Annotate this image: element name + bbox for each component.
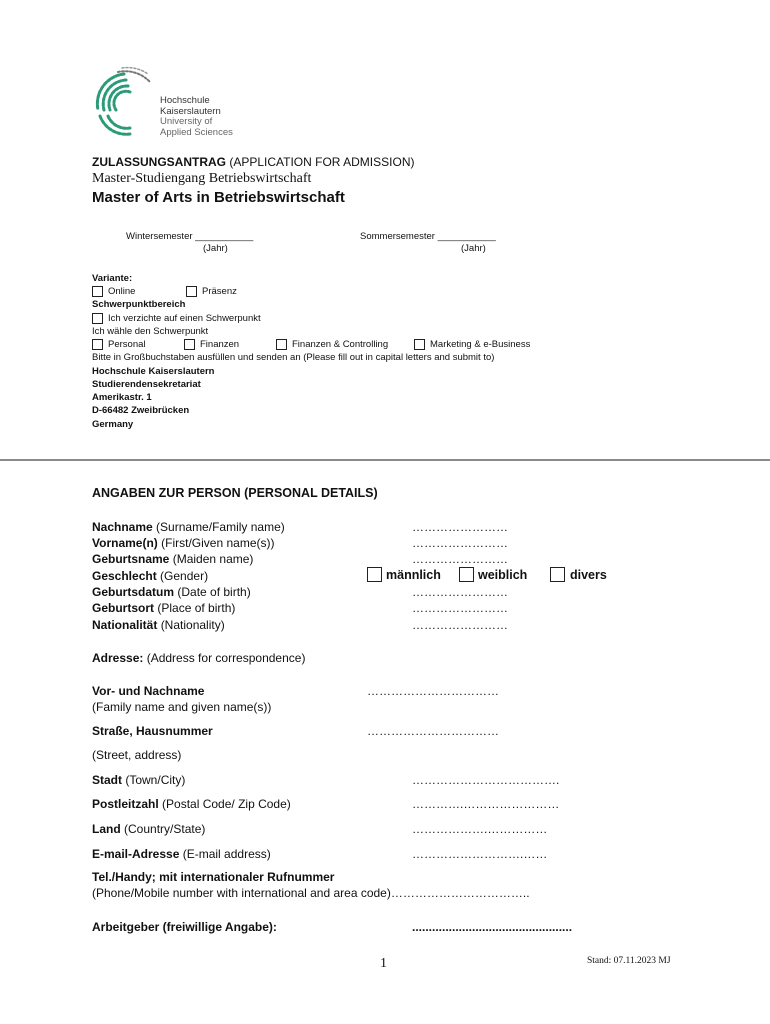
stand-date: Stand: 07.11.2023 MJ [587,956,671,966]
surname-row [92,520,285,534]
firstname-row [92,536,274,550]
employer-label: Arbeitgeber (freiwillige Angabe): [92,920,277,934]
fullname-label: Vor- und Nachname [92,684,205,698]
zip-label: Postleitzahl [92,797,159,811]
sommersemester-label: Sommersemester [360,231,435,242]
wintersemester-label: Wintersemester [126,231,193,242]
surname-label: Nachname [92,520,153,534]
winter-year-note: (Jahr) [203,243,228,254]
wintersemester-value[interactable]: ___________ [195,231,254,242]
variant-heading: Variante: [92,273,133,284]
country-row [92,822,205,836]
country-input[interactable]: ……………….…………… [412,822,548,836]
focus-marketing-label: Marketing & e-Business [430,339,531,350]
firstname-label: Vorname(n) [92,536,158,550]
gender-male-label: männlich [386,568,441,582]
gender-label: Geschlecht [92,569,157,583]
city-row [92,773,185,787]
gender-male-checkbox[interactable] [367,567,382,582]
address-heading [92,651,305,665]
zip-row [92,797,291,811]
praesenz-label: Präsenz [202,286,237,297]
birthplace-label: Geburtsort [92,601,155,615]
logo-line-3: University of [160,116,213,127]
personal-details-heading: ANGABEN ZUR PERSON (PERSONAL DETAILS) [92,486,378,500]
maidenname-label: Geburtsname [92,552,170,566]
gender-diverse-checkbox[interactable] [550,567,565,582]
no-focus-label: Ich verzichte auf einen Schwerpunkt [108,313,261,324]
submit-address-line: D-66482 Zweibrücken [92,405,190,416]
submit-instruction: Bitte in Großbuchstaben ausfüllen und senden an (Please fill out in capital letters and submit to) [92,352,495,363]
praesenz-checkbox[interactable] [186,286,197,297]
wintersemester-field[interactable] [126,231,253,242]
city-input[interactable]: ………………………………. [412,773,560,787]
birthplace-input[interactable]: …………………… [412,601,508,615]
nationality-input[interactable]: …………………… [412,618,508,632]
country-label: Land [92,822,121,836]
focus-heading: Schwerpunktbereich [92,299,186,310]
section-divider [0,459,770,461]
phone-label: Tel./Handy; mit internationaler Rufnummer [92,870,335,884]
choose-focus-text: Ich wähle den Schwerpunkt [92,326,209,337]
phone-hint: (Phone/Mobile number with international and area code) [92,886,391,900]
birthplace-row [92,601,235,615]
zip-hint: (Postal Code/ Zip Code) [162,797,291,811]
summer-year-note: (Jahr) [461,243,486,254]
submit-address-line: Studierendensekretariat [92,379,201,390]
online-checkbox[interactable] [92,286,103,297]
birthdate-hint: (Date of birth) [177,585,251,599]
gender-female-label: weiblich [478,568,528,582]
maidenname-row [92,552,253,566]
submit-address-line: Hochschule Kaiserslautern [92,366,215,377]
maidenname-hint: (Maiden name) [172,552,254,566]
gender-hint: (Gender) [160,569,209,583]
email-label: E-mail-Adresse [92,847,180,861]
program-subtitle: Master-Studiengang Betriebswirtschaft [92,171,312,186]
focus-finanzen-checkbox[interactable] [184,339,195,350]
nationality-hint: (Nationality) [160,618,225,632]
gender-diverse-label: divers [570,568,607,582]
form-title-bold: ZULASSUNGSANTRAG [92,155,226,169]
address-heading-rest: (Address for correspondence) [146,651,306,665]
focus-finanzen-label: Finanzen [200,339,240,350]
no-focus-checkbox[interactable] [92,313,103,324]
street-label: Straße, Hausnummer [92,724,213,738]
birthdate-input[interactable]: …………………… [412,585,508,599]
focus-controlling-label: Finanzen & Controlling [292,339,389,350]
university-logo [90,66,240,138]
email-hint: (E-mail address) [182,847,271,861]
online-label: Online [108,286,136,297]
logo-mark-icon [90,66,158,138]
form-title-rest: (APPLICATION FOR ADMISSION) [229,155,415,169]
birthplace-hint: (Place of birth) [157,601,236,615]
city-label: Stadt [92,773,122,787]
surname-input[interactable]: …………………… [412,520,508,534]
email-row [92,847,271,861]
phone-row [92,886,530,900]
sommersemester-value[interactable]: ___________ [437,231,496,242]
gender-row [92,569,208,583]
birthdate-label: Geburtsdatum [92,585,175,599]
address-heading-bold: Adresse: [92,651,144,665]
birthdate-row [92,585,251,599]
city-hint: (Town/City) [125,773,186,787]
logo-line-4: Applied Sciences [160,126,233,138]
fullname-hint: (Family name and given name(s)) [92,700,272,714]
focus-controlling-checkbox[interactable] [276,339,287,350]
fullname-input[interactable]: …………………………… [367,684,499,698]
zip-input[interactable]: ………….…………………… [412,797,560,811]
sommersemester-field[interactable] [360,231,496,242]
nationality-label: Nationalität [92,618,158,632]
focus-personal-label: Personal [108,339,146,350]
logo-line-2: Kaiserslautern [160,105,221,117]
page-number: 1 [380,956,387,971]
maidenname-input[interactable]: …………………… [412,552,508,566]
page-title: Master of Arts in Betriebswirtschaft [92,189,345,206]
firstname-input[interactable]: …………………… [412,536,508,550]
firstname-hint: (First/Given name(s)) [161,536,275,550]
phone-input[interactable]: …………………………….. [390,886,530,900]
focus-personal-checkbox[interactable] [92,339,103,350]
focus-marketing-checkbox[interactable] [414,339,425,350]
form-title [92,155,414,169]
country-hint: (Country/State) [124,822,206,836]
employer-input[interactable]: ................................................ [412,920,573,934]
submit-address-line: Amerikastr. 1 [92,392,152,403]
nationality-row [92,618,225,632]
street-hint: (Street, address) [92,748,182,762]
surname-hint: (Surname/Family name) [156,520,285,534]
gender-female-checkbox[interactable] [459,567,474,582]
email-input[interactable]: ……………………….…… [412,847,548,861]
logo-line-1: Hochschule [160,95,210,106]
submit-address-line: Germany [92,419,134,430]
street-input[interactable]: …………………………… [367,724,499,738]
